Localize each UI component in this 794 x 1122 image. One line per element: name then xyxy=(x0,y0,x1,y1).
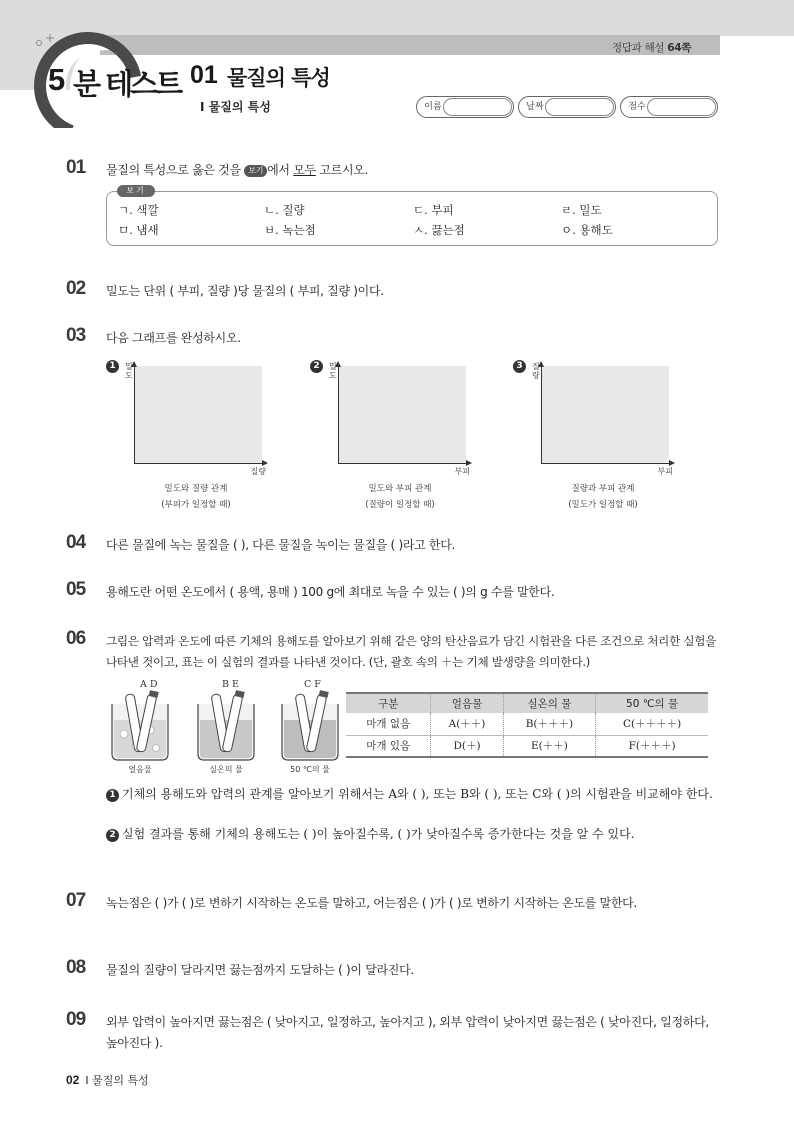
table-cell: 마개 없음 xyxy=(346,713,431,735)
graph-plot-area[interactable] xyxy=(134,366,262,464)
bogi-item: ㅁ. 냄새 xyxy=(118,223,159,237)
table-cell: 마개 있음 xyxy=(346,735,431,757)
bogi-item: ㅇ. 용해도 xyxy=(561,223,613,237)
bogi-item: ㄴ. 질량 xyxy=(264,203,305,217)
question-03 xyxy=(66,325,726,352)
bogi-box xyxy=(106,191,718,246)
y-arrow-icon xyxy=(131,361,137,367)
bogi-item: ㄱ. 색깔 xyxy=(118,203,159,217)
question-text: 밀도는 단위 ( 부피, 질량 )당 물질의 ( 부피, 질량 )이다. xyxy=(106,284,384,298)
question-05 xyxy=(66,579,726,606)
question-02 xyxy=(66,278,726,305)
tube-labels: B E xyxy=(222,679,239,690)
graph-2 xyxy=(310,360,480,510)
table-header: 실온의 물 xyxy=(503,693,596,713)
question-number: 02 xyxy=(66,278,86,299)
graph-number: 1 xyxy=(106,360,119,373)
question-text: 그림은 압력과 온도에 따른 기체의 용해도를 알아보기 위해 같은 양의 탄산음료가 담긴 시험관을 다른 조건으로 처리한 실험을 나타낸 것이고, 표는 이 실험의 결과를 나타낸 것이다. (단, 괄호 속의 ＋는 기체 발생량을 의미한다.) xyxy=(106,634,717,669)
question-07 xyxy=(66,890,726,937)
graph-condition: (밀도가 일정할 때) xyxy=(568,500,638,510)
question-text: 녹는점은 ( )가 ( )로 변하기 시작하는 온도를 말하고, 어는점은 ( )가 ( )로 변하기 시작하는 온도를 말한다. xyxy=(106,896,637,910)
question-text: 다음 그래프를 완성하시오. xyxy=(106,331,241,345)
table-header: 얼음물 xyxy=(431,693,503,713)
table-header: 구분 xyxy=(346,693,431,713)
bogi-item: ㅅ. 끓는점 xyxy=(413,223,465,237)
graph-x-label: 부피 xyxy=(454,467,470,476)
tube-labels: A D xyxy=(140,679,158,690)
logo-text: 분 테스트 xyxy=(73,67,181,101)
question-06 xyxy=(66,628,726,677)
question-08 xyxy=(66,957,726,984)
bogi-item: ㄹ. 밀도 xyxy=(561,203,602,217)
sub-question-2: 2 실험 결과를 통해 기체의 용해도는 ( )이 높아질수록, ( )가 낮아질수록 증가한다는 것을 알 수 있다. xyxy=(106,824,718,844)
question-text: 용해도란 어떤 온도에서 ( 용액, 용매 ) 100 g에 최대로 녹을 수 있는 ( )의 g 수를 말한다. xyxy=(106,585,555,599)
question-text: 물질의 특성으로 옳은 것을 보기 에서 모두 고르시오. xyxy=(106,163,369,177)
unit-label: Ⅰ 물질의 특성 xyxy=(200,100,271,114)
tube-labels: C F xyxy=(304,679,321,690)
question-number: 07 xyxy=(66,890,86,911)
table-header-row xyxy=(346,693,708,713)
table-row xyxy=(346,713,708,735)
name-field-input[interactable] xyxy=(443,98,512,116)
table-cell: C(＋＋＋＋) xyxy=(596,713,708,735)
question-number: 05 xyxy=(66,579,86,600)
question-01 xyxy=(66,157,726,184)
graph-caption: 질량과 부피 관계 xyxy=(571,484,635,494)
graph-y-label: 밀도 xyxy=(125,362,133,380)
graph-number: 2 xyxy=(310,360,323,373)
question-number: 06 xyxy=(66,628,86,649)
name-field[interactable] xyxy=(416,96,514,118)
results-table xyxy=(346,692,708,758)
sub-number: 1 xyxy=(106,789,119,802)
date-field-input[interactable] xyxy=(545,98,614,116)
question-09 xyxy=(66,1009,726,1056)
page-number: 02 xyxy=(66,1073,80,1087)
table-cell: E(＋＋) xyxy=(503,735,596,757)
score-field-input[interactable] xyxy=(647,98,716,116)
y-arrow-icon xyxy=(335,361,341,367)
bogi-chip: 보기 xyxy=(244,165,267,177)
answer-reference: 정답과 해설 64쪽 xyxy=(612,42,692,54)
graph-plot-area[interactable] xyxy=(338,366,466,464)
graph-condition: (질량이 일정할 때) xyxy=(365,500,435,510)
graph-y-label: 밀도 xyxy=(329,362,337,380)
graph-caption: 밀도와 질량 관계 xyxy=(164,484,228,494)
table-cell: F(＋＋＋) xyxy=(596,735,708,757)
graph-x-label: 질량 xyxy=(250,467,266,476)
table-row xyxy=(346,735,708,757)
sub-question-1: 1 기체의 용해도와 압력의 관계를 알아보기 위해서는 A와 ( ), 또는 B와 ( ), 또는 C와 ( )의 시험관을 비교해야 한다. xyxy=(106,784,718,804)
beaker-label: 실온의 물 xyxy=(209,765,243,774)
date-field-label: 날짜 xyxy=(526,102,544,112)
table-cell: D(＋) xyxy=(431,735,503,757)
graph-number: 3 xyxy=(513,360,526,373)
beaker-label: 50 ℃의 물 xyxy=(290,765,330,774)
table-cell: B(＋＋＋) xyxy=(503,713,596,735)
score-field[interactable] xyxy=(620,96,718,118)
question-number: 03 xyxy=(66,325,86,346)
graph-y-label: 질량 xyxy=(532,362,540,380)
question-number: 08 xyxy=(66,957,86,978)
graph-x-label: 부피 xyxy=(657,467,673,476)
logo-number: 5 xyxy=(48,62,64,97)
bogi-tag: 보기 xyxy=(117,185,155,197)
question-number: 09 xyxy=(66,1009,86,1030)
graph-plot-area[interactable] xyxy=(541,366,669,464)
question-text: 외부 압력이 높아지면 끓는점은 ( 낮아지고, 일정하고, 높아지고 ), 외부 압력이 낮아지면 끓는점은 ( 낮아진다, 일정하다, 높아진다 ). xyxy=(106,1015,709,1050)
question-number: 01 xyxy=(66,157,86,178)
graph-caption: 밀도와 부피 관계 xyxy=(368,484,432,494)
bogi-item: ㅂ. 녹는점 xyxy=(264,223,316,237)
footer-section: Ⅰ 물질의 특성 xyxy=(85,1074,149,1087)
date-field[interactable] xyxy=(518,96,616,118)
name-field-label: 이름 xyxy=(424,102,442,112)
page-footer xyxy=(66,1072,149,1088)
score-field-label: 점수 xyxy=(628,102,646,112)
beaker-illustration xyxy=(106,690,342,762)
beaker-label: 얼음물 xyxy=(128,765,152,774)
question-04 xyxy=(66,532,726,559)
y-arrow-icon xyxy=(538,361,544,367)
question-text: 물질의 질량이 달라지면 끓는점까지 도달하는 ( )이 달라진다. xyxy=(106,963,414,977)
table-header: 50 ℃의 물 xyxy=(596,693,708,713)
chapter-title: 물질의 특성 xyxy=(227,66,330,90)
chapter-number: 01 xyxy=(190,61,218,89)
graph-1 xyxy=(106,360,276,510)
sub-number: 2 xyxy=(106,829,119,842)
bogi-item: ㄷ. 부피 xyxy=(413,203,454,217)
question-text: 다른 물질에 녹는 물질을 ( ), 다른 물질을 녹이는 물질을 ( )라고 한다. xyxy=(106,538,456,552)
graph-3 xyxy=(513,360,683,510)
table-cell: A(＋＋) xyxy=(431,713,503,735)
graph-condition: (부피가 일정할 때) xyxy=(161,500,231,510)
question-number: 04 xyxy=(66,532,86,553)
